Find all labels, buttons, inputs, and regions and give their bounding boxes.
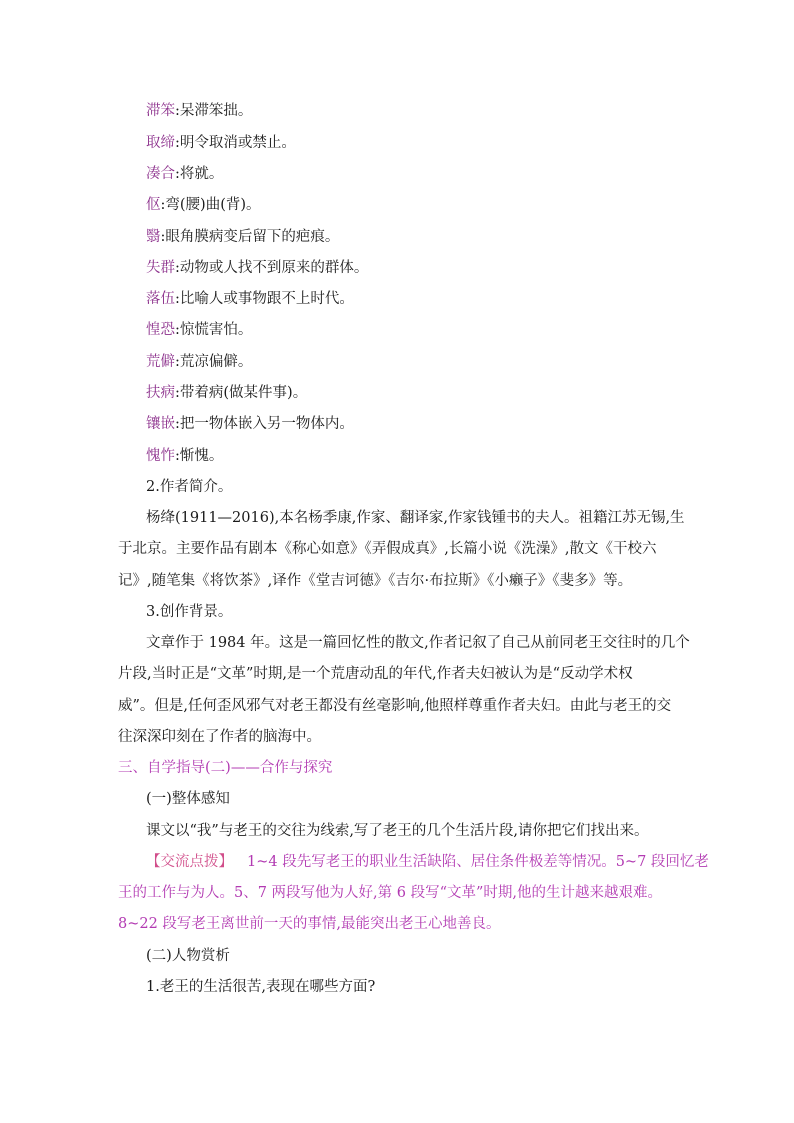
answer-label: 【交流点拨】 [146,854,233,870]
answer-line [146,852,709,872]
background-line: 片段,当时正是“文革”时期,是一个荒唐动乱的年代,作者夫妇被认为是“反动学术权 [118,666,633,682]
vocab-definition: :把一物体嵌入另一物体内。 [175,416,354,432]
section-title: 三、自学指导(二)——合作与探究 [118,760,333,776]
vocab-item [146,227,339,247]
background-heading: 3.创作背景。 [146,604,233,620]
vocab-term: 滞笨 [146,103,175,119]
question-text: 1.老王的生活很苦,表现在哪些方面? [146,979,376,995]
vocab-item [146,101,252,121]
background-line: 文章作于 1984 年。这是一篇回忆性的散文,作者记叙了自己从前同老王交往时的几个 [146,635,690,651]
vocab-term: 愧怍 [146,448,175,464]
background-line: 威”。但是,任何歪风邪气对老王都没有丝毫影响,他照样尊重作者夫妇。由此与老王的交 [118,698,672,714]
vocab-item [146,414,354,434]
vocab-term: 取缔 [146,135,175,151]
vocab-definition: :带着病(做某件事)。 [175,385,308,401]
background-line: 往深深印刻在了作者的脑海中。 [118,729,321,745]
vocab-definition: :呆滞笨拙。 [175,103,253,119]
vocab-item [146,383,307,403]
vocab-item [146,320,252,340]
vocab-term: 凑合 [146,166,175,182]
vocab-definition: :比喻人或事物跟不上时代。 [175,291,354,307]
author-line: 记》,随笔集《将饮茶》,译作《堂吉诃德》《吉尔·布拉斯》《小癞子》《斐多》等。 [118,573,633,589]
vocab-term: 镶嵌 [146,416,175,432]
vocab-definition: :弯(腰)曲(背)。 [160,197,261,213]
vocab-definition: :惭愧。 [175,448,224,464]
vocab-term: 失群 [146,260,175,276]
answer-text: 1~4 段先写老王的职业生活缺陷、居住条件极差等情况。5~7 段回忆老 [247,854,709,870]
vocab-item [146,133,296,153]
vocab-item [146,352,252,372]
vocab-term: 伛 [146,197,161,213]
vocab-item [146,258,368,278]
vocab-definition: :眼角膜病变后留下的疤痕。 [160,229,340,245]
vocab-item [146,164,223,184]
vocab-definition: :动物或人找不到原来的群体。 [175,260,369,276]
subsection-heading: (一)整体感知 [146,791,230,807]
vocab-term: 翳 [146,229,161,245]
vocab-term: 扶病 [146,385,175,401]
answer-line: 8~22 段写老王离世前一天的事情,最能突出老王心地善良。 [118,916,501,932]
author-line: 于北京。主要作品有剧本《称心如意》《弄假成真》,长篇小说《洗澡》,散文《干校六 [118,541,657,557]
vocab-term: 落伍 [146,291,175,307]
vocab-item [146,289,354,309]
subsection-heading: (二)人物赏析 [146,948,230,964]
vocab-term: 惶恐 [146,322,175,338]
author-line: 杨绛(1911—2016),本名杨季康,作家、翻译家,作家钱锺书的夫人。祖籍江苏无锡,生 [146,510,685,526]
vocab-item [146,446,223,466]
vocab-term: 荒僻 [146,354,175,370]
vocab-definition: :荒凉偏僻。 [175,354,253,370]
author-heading: 2.作者简介。 [146,479,233,495]
vocab-definition: :明令取消或禁止。 [175,135,296,151]
question-text: 课文以“我”与老王的交往为线索,写了老王的几个生活片段,请你把它们找出来。 [146,823,649,839]
vocab-definition: :将就。 [175,166,224,182]
answer-line: 王的工作与为人。5、7 两段写他为人好,第 6 段写“文革”时期,他的生计越来越艰难。 [118,885,663,901]
vocab-item [146,195,261,215]
vocab-definition: :惊慌害怕。 [175,322,253,338]
